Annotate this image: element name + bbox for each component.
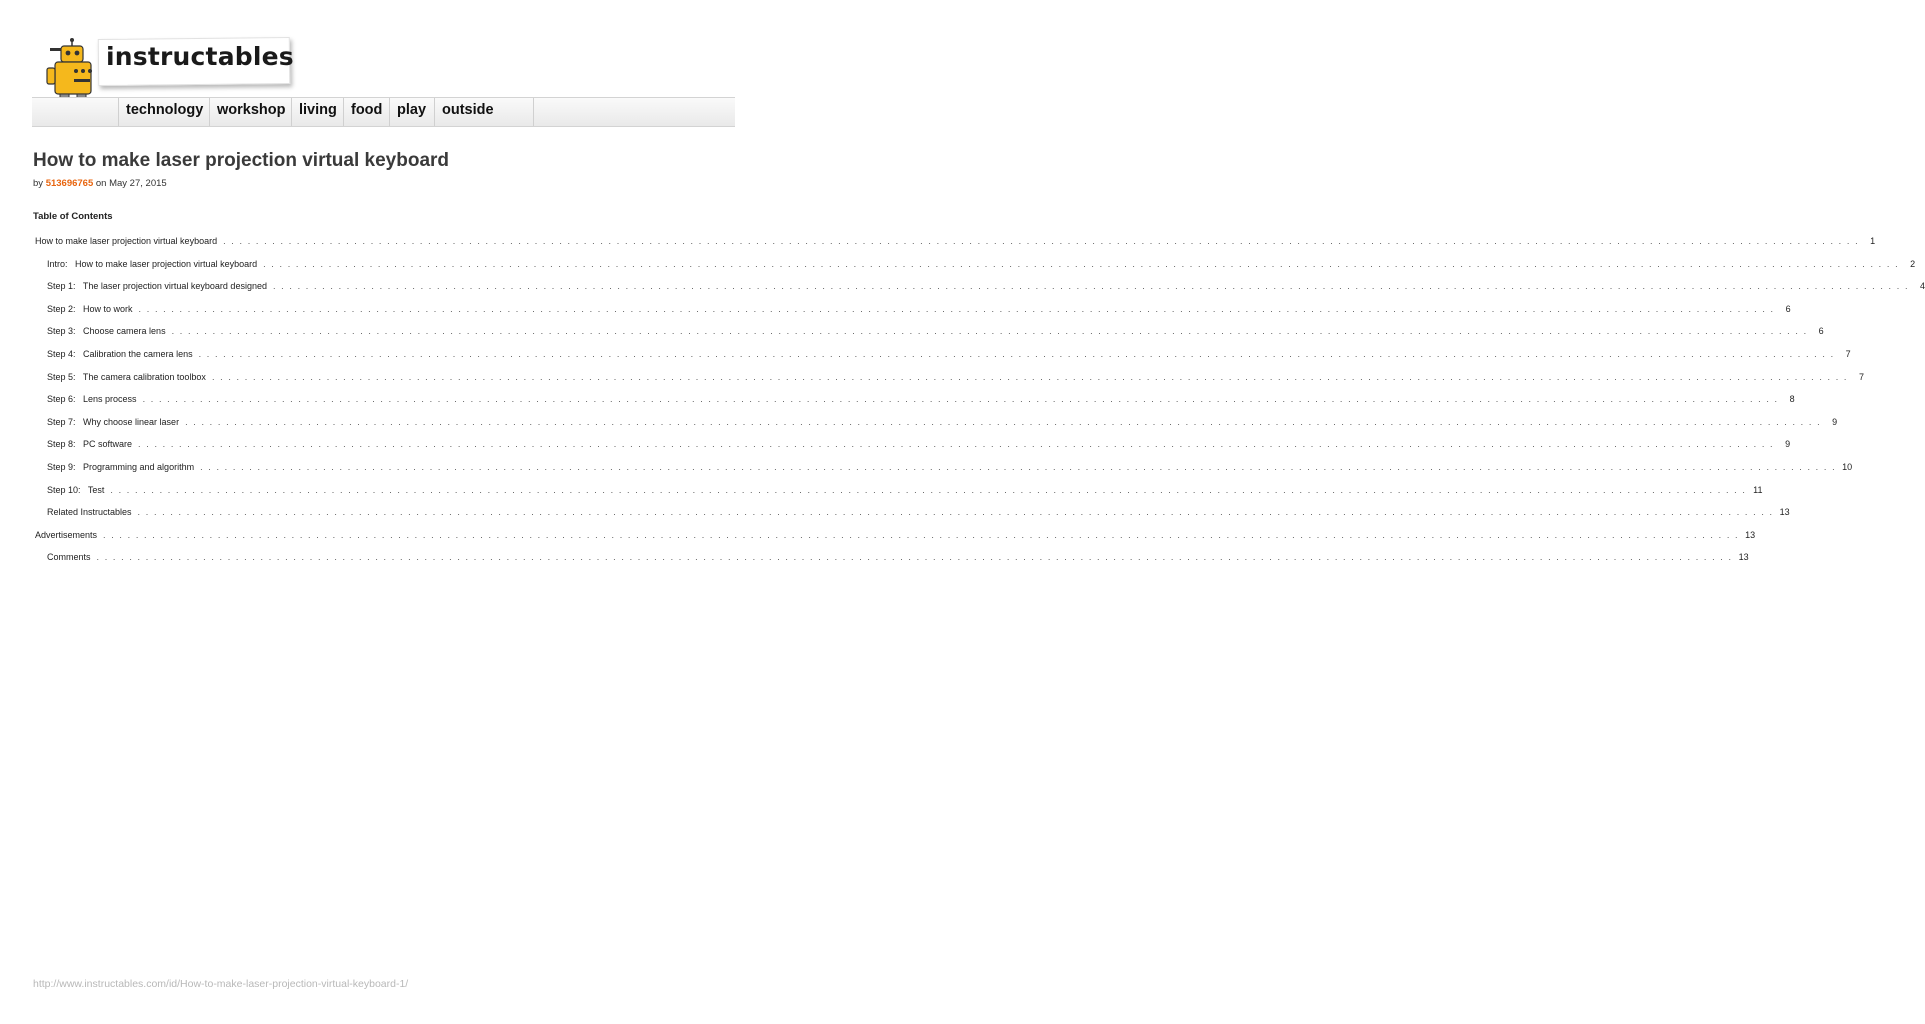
toc-entry-label: Intro: How to make laser projection virtual keyboard	[47, 259, 258, 269]
toc-entry-label: How to make laser projection virtual keyboard	[35, 236, 218, 246]
toc-entry[interactable]	[47, 304, 1791, 318]
page-title: How to make laser projection virtual keyboard	[33, 150, 450, 171]
toc-entry-page: 13	[1738, 552, 1749, 562]
toc-entry[interactable]	[47, 281, 1925, 295]
toc-entry-label: Step 7: Why choose linear laser	[47, 417, 180, 427]
toc-entry[interactable]	[47, 259, 1916, 273]
footer-url[interactable]: http://www.instructables.com/id/How-to-make-laser-projection-virtual-keyboard-1/	[33, 978, 409, 990]
toc-entry-label: Step 6: Lens process	[47, 394, 137, 404]
toc-heading: Table of Contents	[33, 211, 113, 222]
toc-entry[interactable]	[47, 462, 1853, 476]
toc-entry[interactable]	[47, 349, 1851, 363]
toc-entry-label: Step 4: Calibration the camera lens	[47, 349, 193, 359]
toc-leader: . . . . . . . . . . . . . . . . . . . . . . . . . . . . . . . . . . . . . . . . . . . . . . . . . . . . . . . . . . . . . . . . . . . . . . . . . . . . . . . . . . . . . . . . . . . . . . . . . . . . . . . . . . . . . . . . . . . . . . . . . . . . . . . . . . . . . . . . . . . . . . . . . . . . . . . . . . . . . . . . . . . . . . . . . . . . . . . . . . . . . . . . . . . . . . . . . . . . . . . .	[211, 372, 1849, 382]
category-nav	[32, 97, 735, 127]
toc-entry-page: 2	[1910, 259, 1916, 269]
toc-leader: . . . . . . . . . . . . . . . . . . . . . . . . . . . . . . . . . . . . . . . . . . . . . . . . . . . . . . . . . . . . . . . . . . . . . . . . . . . . . . . . . . . . . . . . . . . . . . . . . . . . . . . . . . . . . . . . . . . . . . . . . . . . . . . . . . . . . . . . . . . . . . . . . . . . . . . . . . . . . . . . . . . . . . . . . . . . . . . . . . . . . . . . . . . . . . . . . . . . . . . .	[198, 349, 1835, 359]
toc-entry[interactable]	[47, 485, 1763, 499]
nav-food[interactable]: food	[343, 98, 382, 126]
toc-entry[interactable]	[35, 236, 1876, 250]
toc-leader: . . . . . . . . . . . . . . . . . . . . . . . . . . . . . . . . . . . . . . . . . . . . . . . . . . . . . . . . . . . . . . . . . . . . . . . . . . . . . . . . . . . . . . . . . . . . . . . . . . . . . . . . . . . . . . . . . . . . . . . . . . . . . . . . . . . . . . . . . . . . . . . . . . . . . . . . . . . . . . . . . . . . . . . . . . . . . . . . . . . . . . . . . . . . . . . . . . . . . . . .	[200, 462, 1837, 472]
toc-entry-page: 6	[1785, 304, 1791, 314]
toc-leader: . . . . . . . . . . . . . . . . . . . . . . . . . . . . . . . . . . . . . . . . . . . . . . . . . . . . . . . . . . . . . . . . . . . . . . . . . . . . . . . . . . . . . . . . . . . . . . . . . . . . . . . . . . . . . . . . . . . . . . . . . . . . . . . . . . . . . . . . . . . . . . . . . . . . . . . . . . . . . . . . . . . . . . . . . . . . . . . . . . . . . . . . . . . . . . . . . . . . . . . .	[185, 417, 1822, 427]
toc-leader: . . . . . . . . . . . . . . . . . . . . . . . . . . . . . . . . . . . . . . . . . . . . . . . . . . . . . . . . . . . . . . . . . . . . . . . . . . . . . . . . . . . . . . . . . . . . . . . . . . . . . . . . . . . . . . . . . . . . . . . . . . . . . . . . . . . . . . . . . . . . . . . . . . . . . . . . . . . . . . . . . . . . . . . . . . . . . . . . . . . . . . . . . . . . . . . . . . . . . . . .	[137, 507, 1774, 517]
toc-entry-label: Step 10: Test	[47, 485, 105, 495]
toc-entry-label: Step 5: The camera calibration toolbox	[47, 372, 206, 382]
toc-entry-label: Related Instructables	[47, 507, 132, 517]
publish-date: on May 27, 2015	[95, 178, 167, 189]
toc-leader: . . . . . . . . . . . . . . . . . . . . . . . . . . . . . . . . . . . . . . . . . . . . . . . . . . . . . . . . . . . . . . . . . . . . . . . . . . . . . . . . . . . . . . . . . . . . . . . . . . . . . . . . . . . . . . . . . . . . . . . . . . . . . . . . . . . . . . . . . . . . . . . . . . . . . . . . . . . . . . . . . . . . . . . . . . . . . . . . . . . . . . . . . . . . . . . . . . . . . . . .	[223, 236, 1860, 246]
toc-entry-page: 13	[1779, 507, 1790, 517]
toc-entry[interactable]	[47, 417, 1838, 431]
toc-entry-label: Step 8: PC software	[47, 439, 133, 449]
toc-leader: . . . . . . . . . . . . . . . . . . . . . . . . . . . . . . . . . . . . . . . . . . . . . . . . . . . . . . . . . . . . . . . . . . . . . . . . . . . . . . . . . . . . . . . . . . . . . . . . . . . . . . . . . . . . . . . . . . . . . . . . . . . . . . . . . . . . . . . . . . . . . . . . . . . . . . . . . . . . . . . . . . . . . . . . . . . . . . . . . . . . . . . . . . . . . . . . . . . . . . . .	[110, 485, 1747, 495]
toc-entry-label: Step 9: Programming and algorithm	[47, 462, 195, 472]
toc-entry-page: 9	[1832, 417, 1838, 427]
nav-living[interactable]: living	[291, 98, 337, 126]
toc-entry-page: 11	[1753, 485, 1763, 495]
toc-leader: . . . . . . . . . . . . . . . . . . . . . . . . . . . . . . . . . . . . . . . . . . . . . . . . . . . . . . . . . . . . . . . . . . . . . . . . . . . . . . . . . . . . . . . . . . . . . . . . . . . . . . . . . . . . . . . . . . . . . . . . . . . . . . . . . . . . . . . . . . . . . . . . . . . . . . . . . . . . . . . . . . . . . . . . . . . . . . . . . . . . . . . . . . . . . . . . . . . . . . . .	[263, 259, 1900, 269]
toc-entry[interactable]	[47, 326, 1824, 340]
toc-leader: . . . . . . . . . . . . . . . . . . . . . . . . . . . . . . . . . . . . . . . . . . . . . . . . . . . . . . . . . . . . . . . . . . . . . . . . . . . . . . . . . . . . . . . . . . . . . . . . . . . . . . . . . . . . . . . . . . . . . . . . . . . . . . . . . . . . . . . . . . . . . . . . . . . . . . . . . . . . . . . . . . . . . . . . . . . . . . . . . . . . . . . . . . . . . . . . . . . . . . . .	[138, 304, 1775, 314]
nav-divider	[533, 98, 534, 126]
toc-entry-page: 6	[1818, 326, 1824, 336]
nav-technology[interactable]: technology	[118, 98, 203, 126]
toc-leader: . . . . . . . . . . . . . . . . . . . . . . . . . . . . . . . . . . . . . . . . . . . . . . . . . . . . . . . . . . . . . . . . . . . . . . . . . . . . . . . . . . . . . . . . . . . . . . . . . . . . . . . . . . . . . . . . . . . . . . . . . . . . . . . . . . . . . . . . . . . . . . . . . . . . . . . . . . . . . . . . . . . . . . . . . . . . . . . . . . . . . . . . . . . . . . . . . . . . . . . .	[142, 394, 1779, 404]
toc-entry-label: Step 1: The laser projection virtual keyboard designed	[47, 281, 267, 291]
toc-entry-page: 13	[1745, 530, 1756, 540]
toc-leader: . . . . . . . . . . . . . . . . . . . . . . . . . . . . . . . . . . . . . . . . . . . . . . . . . . . . . . . . . . . . . . . . . . . . . . . . . . . . . . . . . . . . . . . . . . . . . . . . . . . . . . . . . . . . . . . . . . . . . . . . . . . . . . . . . . . . . . . . . . . . . . . . . . . . . . . . . . . . . . . . . . . . . . . . . . . . . . . . . . . . . . . . . . . . . . . . . . . . . . . .	[96, 552, 1733, 562]
toc-leader: . . . . . . . . . . . . . . . . . . . . . . . . . . . . . . . . . . . . . . . . . . . . . . . . . . . . . . . . . . . . . . . . . . . . . . . . . . . . . . . . . . . . . . . . . . . . . . . . . . . . . . . . . . . . . . . . . . . . . . . . . . . . . . . . . . . . . . . . . . . . . . . . . . . . . . . . . . . . . . . . . . . . . . . . . . . . . . . . . . . . . . . . . . . . . . . . . . . . . . . .	[272, 281, 1910, 291]
toc-entry[interactable]	[47, 439, 1791, 453]
toc-entry-page: 8	[1789, 394, 1795, 404]
toc-entry-label: Step 3: Choose camera lens	[47, 326, 166, 336]
toc-entry-label: Comments	[47, 552, 91, 562]
nav-workshop[interactable]: workshop	[209, 98, 285, 126]
toc-leader: . . . . . . . . . . . . . . . . . . . . . . . . . . . . . . . . . . . . . . . . . . . . . . . . . . . . . . . . . . . . . . . . . . . . . . . . . . . . . . . . . . . . . . . . . . . . . . . . . . . . . . . . . . . . . . . . . . . . . . . . . . . . . . . . . . . . . . . . . . . . . . . . . . . . . . . . . . . . . . . . . . . . . . . . . . . . . . . . . . . . . . . . . . . . . . . . . . . . . . . .	[171, 326, 1808, 336]
toc-entry-label: Step 2: How to work	[47, 304, 133, 314]
toc-entry[interactable]	[35, 530, 1756, 544]
nav-outside[interactable]: outside	[434, 98, 494, 126]
toc-entry[interactable]	[47, 552, 1749, 566]
toc-leader: . . . . . . . . . . . . . . . . . . . . . . . . . . . . . . . . . . . . . . . . . . . . . . . . . . . . . . . . . . . . . . . . . . . . . . . . . . . . . . . . . . . . . . . . . . . . . . . . . . . . . . . . . . . . . . . . . . . . . . . . . . . . . . . . . . . . . . . . . . . . . . . . . . . . . . . . . . . . . . . . . . . . . . . . . . . . . . . . . . . . . . . . . . . . . . . . . . . . . . . .	[138, 439, 1775, 449]
nav-play[interactable]: play	[389, 98, 426, 126]
toc-entry-label: Advertisements	[35, 530, 98, 540]
site-logo-text[interactable]: instructables	[106, 42, 294, 71]
author-link[interactable]: 513696765	[45, 178, 94, 189]
toc-entry-page: 10	[1842, 462, 1853, 472]
toc-entry-page: 7	[1845, 349, 1851, 359]
toc-entry-page: 1	[1870, 236, 1876, 246]
toc-leader: . . . . . . . . . . . . . . . . . . . . . . . . . . . . . . . . . . . . . . . . . . . . . . . . . . . . . . . . . . . . . . . . . . . . . . . . . . . . . . . . . . . . . . . . . . . . . . . . . . . . . . . . . . . . . . . . . . . . . . . . . . . . . . . . . . . . . . . . . . . . . . . . . . . . . . . . . . . . . . . . . . . . . . . . . . . . . . . . . . . . . . . . . . . . . . . . . . . . . . . .	[103, 530, 1740, 540]
toc-entry-page: 9	[1785, 439, 1791, 449]
toc-entry-page: 7	[1859, 372, 1865, 382]
toc-entry-page: 4	[1920, 281, 1925, 291]
toc-entry[interactable]	[47, 372, 1865, 386]
toc-entry[interactable]	[47, 394, 1795, 408]
byline-prefix: by	[33, 178, 44, 189]
toc-entry[interactable]	[47, 507, 1790, 521]
byline	[33, 178, 167, 189]
